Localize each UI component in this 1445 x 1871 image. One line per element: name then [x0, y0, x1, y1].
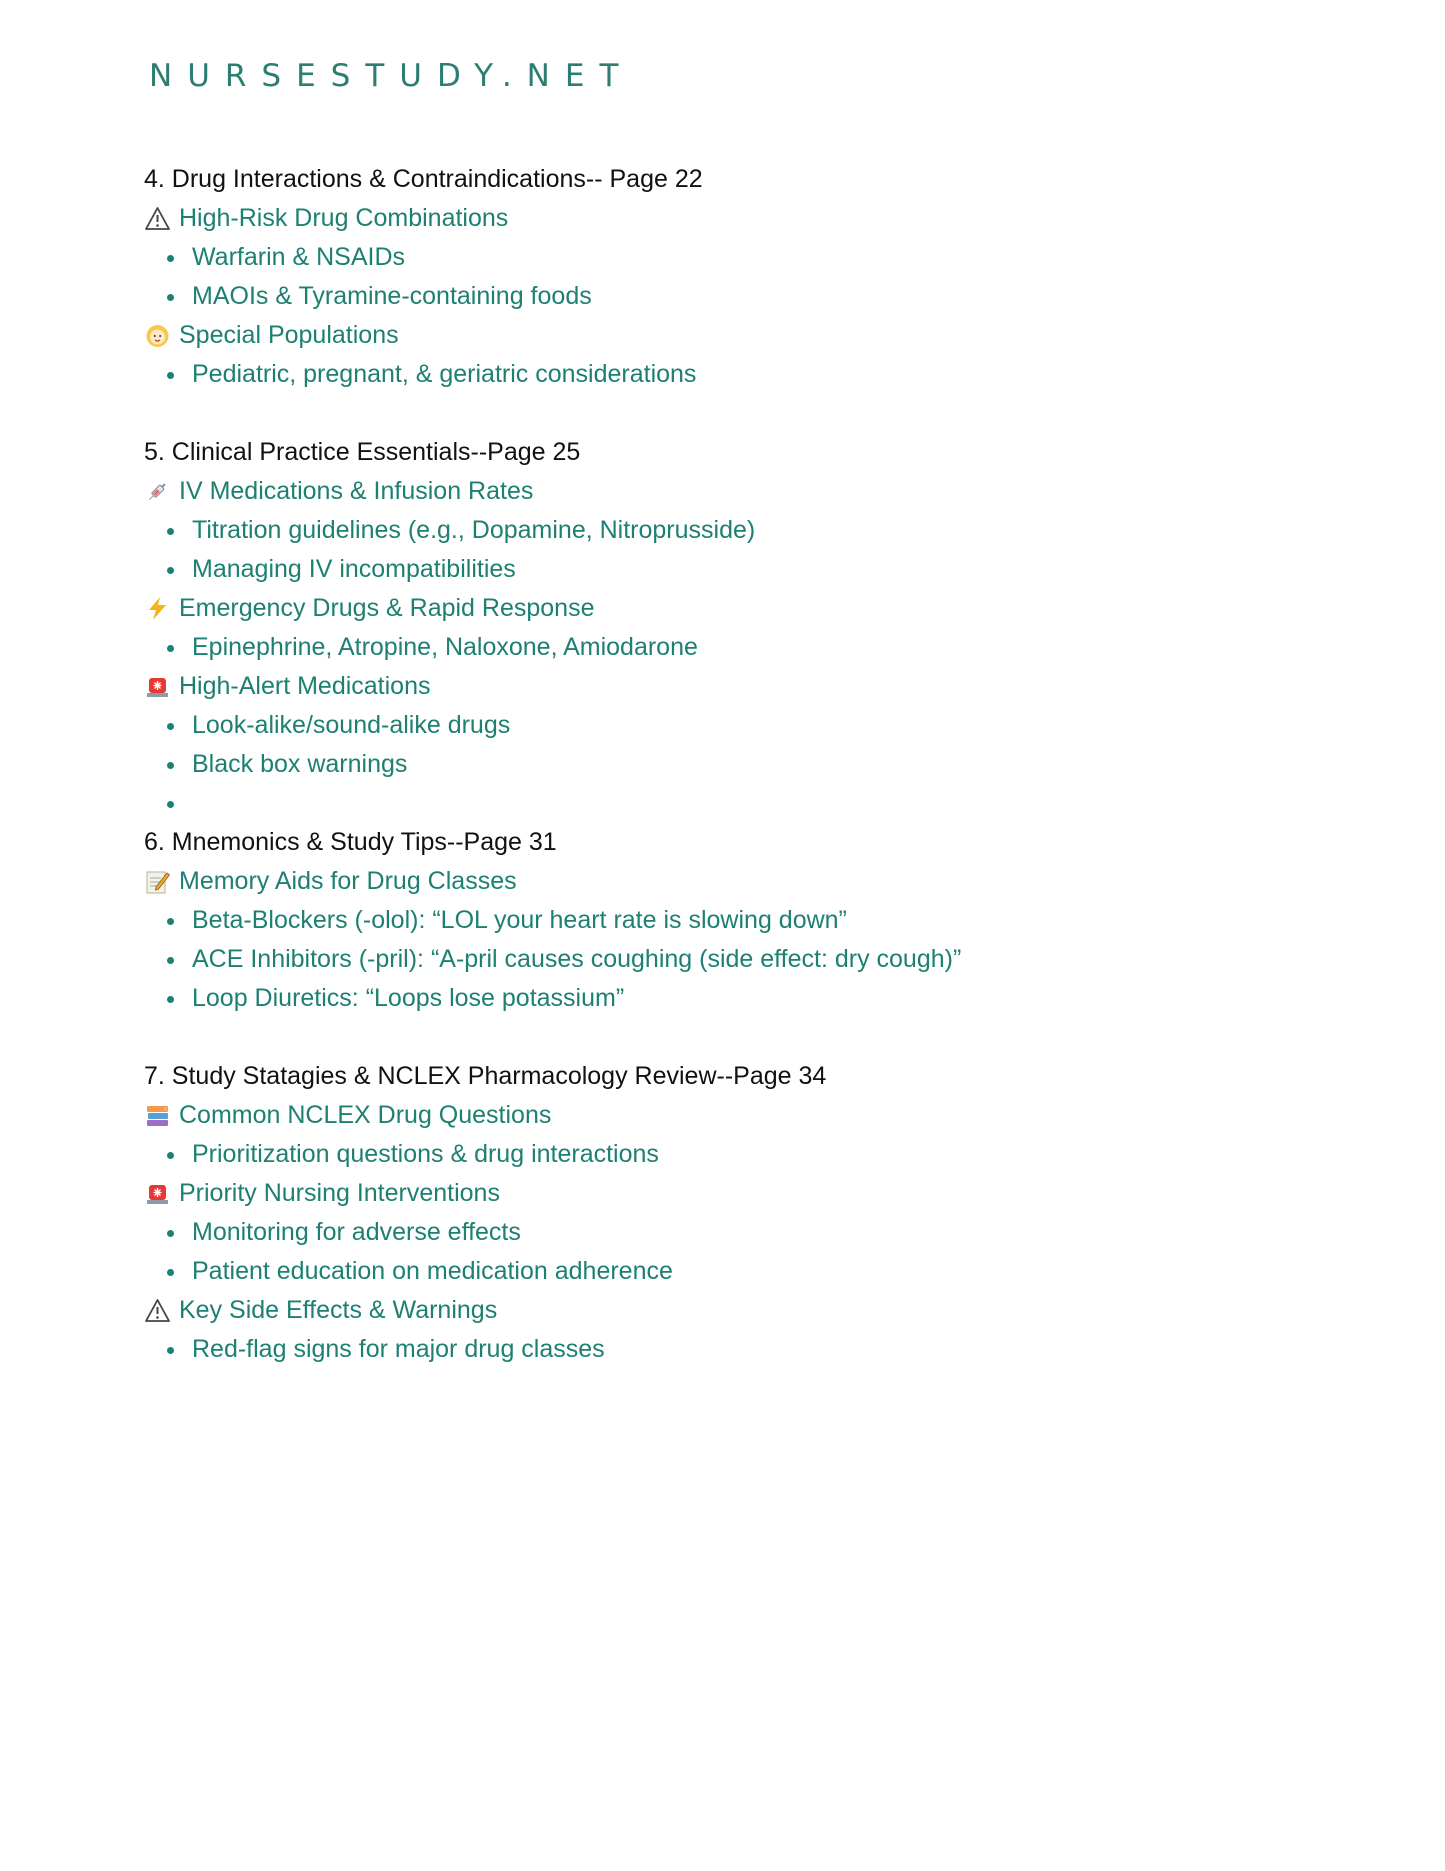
subsection-label: Common NCLEX Drug Questions — [179, 1101, 552, 1129]
list-item: ACE Inhibitors (-pril): “A-pril causes coughing (side effect: dry cough)” — [144, 940, 1344, 979]
subsection-label: High-Risk Drug Combinations — [179, 204, 509, 232]
list-item: Beta-Blockers (-olol): “LOL your heart rate is slowing down” — [144, 901, 1344, 940]
subsection-label: Priority Nursing Interventions — [179, 1179, 500, 1207]
subsection-label: High-Alert Medications — [179, 672, 431, 700]
section-title: 5. Clinical Practice Essentials--Page 25 — [144, 438, 581, 466]
subsection-label: Memory Aids for Drug Classes — [179, 867, 517, 895]
subsection-label: Emergency Drugs & Rapid Response — [179, 594, 595, 622]
syringe-icon — [144, 478, 171, 505]
list-item: Epinephrine, Atropine, Naloxone, Amiodarone — [144, 628, 1344, 667]
list-item: Black box warnings — [144, 745, 1344, 784]
list-item: Titration guidelines (e.g., Dopamine, Nitroprusside) — [144, 511, 1344, 550]
subsection-heading — [144, 589, 1344, 628]
list-item: Look-alike/sound-alike drugs — [144, 706, 1344, 745]
table-of-contents — [144, 160, 1344, 1369]
subsection-label: IV Medications & Infusion Rates — [179, 477, 534, 505]
list-item: Prioritization questions & drug interactions — [144, 1135, 1344, 1174]
subsection-heading — [144, 862, 1344, 901]
subsection-heading — [144, 667, 1344, 706]
list-item: MAOIs & Tyramine-containing foods — [144, 277, 1344, 316]
site-brand: NURSESTUDY.NET — [149, 58, 634, 94]
subsection-heading — [144, 199, 1344, 238]
books-icon — [144, 1102, 171, 1129]
subsection-heading — [144, 1291, 1344, 1330]
subsection-heading — [144, 1174, 1344, 1213]
subsection-heading — [144, 472, 1344, 511]
list-item: Loop Diuretics: “Loops lose potassium” — [144, 979, 1344, 1018]
list-item: Managing IV incompatibilities — [144, 550, 1344, 589]
section-title: 7. Study Statagies & NCLEX Pharmacology Review--Page 34 — [144, 1062, 827, 1090]
subsection-label: Special Populations — [179, 321, 399, 349]
memo-icon — [144, 868, 171, 895]
baby-icon — [144, 322, 171, 349]
siren-icon — [144, 673, 171, 700]
subsection-label: Key Side Effects & Warnings — [179, 1296, 498, 1324]
list-item: Monitoring for adverse effects — [144, 1213, 1344, 1252]
list-item: Red-flag signs for major drug classes — [144, 1330, 1344, 1369]
warning-icon — [144, 205, 171, 232]
lightning-icon — [144, 595, 171, 622]
list-item: Warfarin & NSAIDs — [144, 238, 1344, 277]
siren-icon — [144, 1180, 171, 1207]
section-title: 6. Mnemonics & Study Tips--Page 31 — [144, 828, 557, 856]
list-item: Pediatric, pregnant, & geriatric considerations — [144, 355, 1344, 394]
list-item: Patient education on medication adherence — [144, 1252, 1344, 1291]
section-title: 4. Drug Interactions & Contraindications-- Page 22 — [144, 165, 703, 193]
warning-icon — [144, 1297, 171, 1324]
subsection-heading — [144, 1096, 1344, 1135]
subsection-heading — [144, 316, 1344, 355]
list-item — [144, 784, 1344, 823]
